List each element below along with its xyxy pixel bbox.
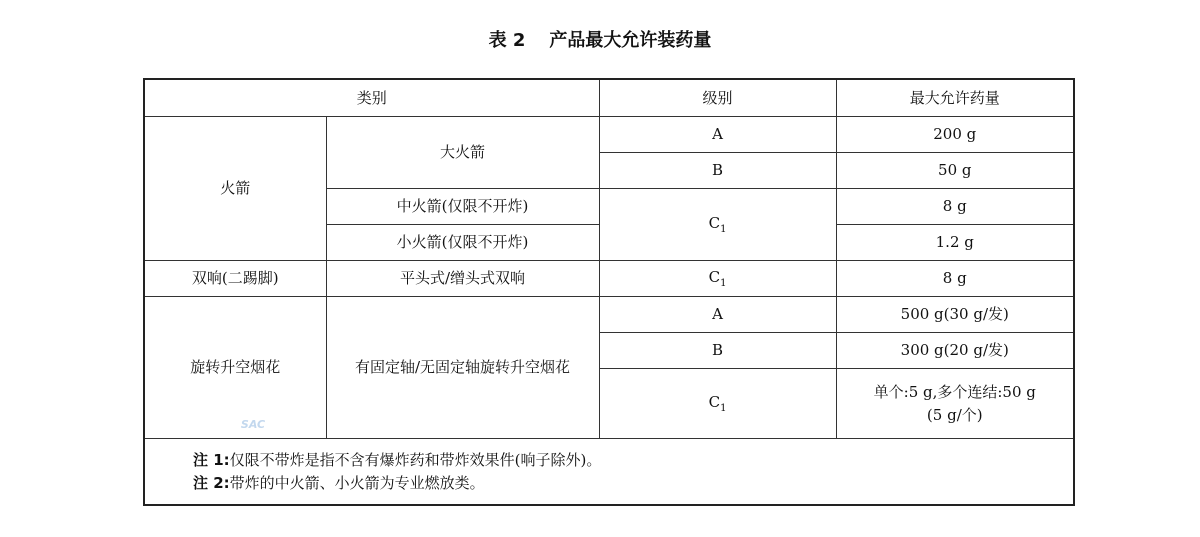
table-caption [0,26,1200,52]
header-row [144,79,1074,117]
charge-line-2: (5 g/个) [926,405,983,424]
charge-cell: 8 g [836,189,1074,225]
table-row [144,261,1074,297]
level-subscript: 1 [720,278,727,289]
header-max-charge: 最大允许药量 [836,79,1074,117]
sac-watermark: SAC [240,418,266,431]
charge-cell: 8 g [836,261,1074,297]
table-notes [144,439,1074,506]
level-cell: B [599,153,836,189]
note-label: 注 1: [193,451,230,469]
note-text: 带炸的中火箭、小火箭为专业燃放类。 [229,473,485,492]
type-large-rocket: 大火箭 [326,117,599,189]
category-rocket: 火箭 [144,117,326,261]
notes-row [144,439,1074,506]
note-1 [193,449,1073,472]
type-small-rocket: 小火箭(仅限不开炸) [326,225,599,261]
level-letter: C [708,268,721,286]
type-spin-firework [326,297,599,439]
type-spin-text: 有固定轴/无固定轴旋转升空烟花 [354,358,571,377]
level-cell: B [599,333,836,369]
note-text: 仅限不带炸是指不含有爆炸药和带炸效果件(响子除外)。 [229,451,602,469]
charge-cell: 200 g [836,117,1074,153]
charge-cell [836,369,1074,439]
type-double-bang: 平头式/缯头式双响 [326,261,599,297]
header-category: 类别 [144,79,599,117]
table-title: 产品最大允许装药量 [549,30,712,51]
level-cell [599,369,836,439]
charge-cell: 1.2 g [836,225,1074,261]
type-medium-rocket: 中火箭(仅限不开炸) [326,189,599,225]
header-level: 级别 [599,79,836,117]
level-subscript: 1 [720,224,727,235]
charge-cell: 500 g(30 g/发) [836,297,1074,333]
level-subscript: 1 [720,403,727,414]
category-double-bang: 双响(二踢脚) [144,261,326,297]
level-cell: A [599,117,836,153]
table-row [144,297,1074,333]
note-label: 注 2: [193,473,230,492]
level-cell: A [599,297,836,333]
level-cell [599,261,836,297]
charge-cell: 50 g [836,153,1074,189]
table-number: 表 2 [488,30,526,51]
charge-cell: 300 g(20 g/发) [836,333,1074,369]
level-cell [599,189,836,261]
category-spin-firework: 旋转升空烟花 [144,297,326,439]
charge-line-1: 单个:5 g,多个连结:50 g [873,383,1036,401]
max-charge-table [143,78,1075,506]
level-letter: C [708,393,721,411]
table-row [144,117,1074,153]
level-letter: C [708,214,721,232]
note-2 [193,472,1073,495]
